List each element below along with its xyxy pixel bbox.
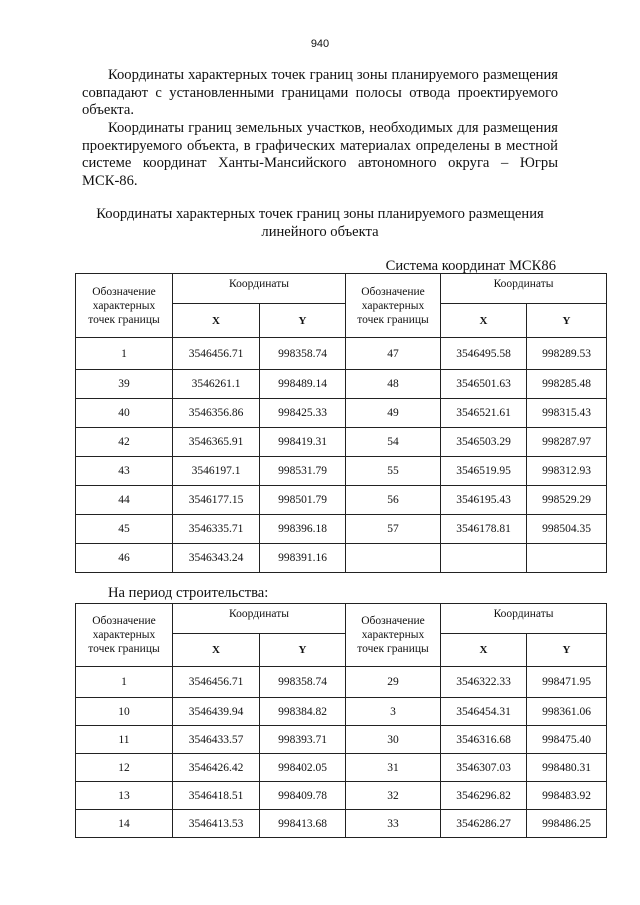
point-id: 56 bbox=[346, 486, 441, 515]
x-value: 3546343.24 bbox=[173, 544, 260, 573]
point-id: 40 bbox=[76, 399, 173, 428]
y-value: 998475.40 bbox=[527, 726, 607, 754]
header-y: Y bbox=[260, 634, 346, 667]
x-value: 3546418.51 bbox=[173, 782, 260, 810]
y-value: 998358.74 bbox=[260, 667, 346, 698]
y-value: 998471.95 bbox=[527, 667, 607, 698]
paragraph-land-plots: Координаты границ земельных участков, необходимых для размещения проектируемого объекта, в графических материалах определены в местной системе координат Ханты-Мансийского автономного округа – Югры МСК-86. bbox=[82, 120, 558, 189]
coordinates-table-construction bbox=[75, 603, 607, 838]
point-id: 31 bbox=[346, 754, 441, 782]
table-row bbox=[76, 726, 607, 754]
y-value: 998480.31 bbox=[527, 754, 607, 782]
x-value: 3546296.82 bbox=[441, 782, 527, 810]
x-value: 3546426.42 bbox=[173, 754, 260, 782]
y-value: 998287.97 bbox=[527, 428, 607, 457]
y-value: 998483.92 bbox=[527, 782, 607, 810]
y-value: 998396.18 bbox=[260, 515, 346, 544]
paragraph-zone-boundaries: Координаты характерных точек границ зоны планируемого размещения совпадают с установленными границами полосы отвода проектируемого объекта. bbox=[82, 67, 558, 118]
point-id: 45 bbox=[76, 515, 173, 544]
y-value: 998489.14 bbox=[260, 370, 346, 399]
x-value: 3546439.94 bbox=[173, 698, 260, 726]
x-value: 3546495.58 bbox=[441, 338, 527, 370]
y-value: 998289.53 bbox=[527, 338, 607, 370]
y-value: 998391.16 bbox=[260, 544, 346, 573]
y-value: 998285.48 bbox=[527, 370, 607, 399]
coordinates-table-placement bbox=[75, 273, 607, 573]
header-coordinates: Координаты bbox=[173, 274, 346, 304]
header-point-designation: Обозначение характерных точек границы bbox=[76, 604, 173, 667]
point-id: 57 bbox=[346, 515, 441, 544]
x-value: 3546335.71 bbox=[173, 515, 260, 544]
x-value: 3546286.27 bbox=[441, 810, 527, 838]
point-id: 47 bbox=[346, 338, 441, 370]
point-id: 54 bbox=[346, 428, 441, 457]
y-value bbox=[527, 544, 607, 573]
header-x: X bbox=[173, 304, 260, 338]
construction-period-label: На период строительства: bbox=[108, 585, 269, 601]
x-value: 3546454.31 bbox=[441, 698, 527, 726]
y-value: 998486.25 bbox=[527, 810, 607, 838]
x-value: 3546195.43 bbox=[441, 486, 527, 515]
point-id: 43 bbox=[76, 457, 173, 486]
point-id: 55 bbox=[346, 457, 441, 486]
x-value: 3546501.63 bbox=[441, 370, 527, 399]
caption-line-1: Координаты характерных точек границ зоны планируемого размещения bbox=[96, 206, 544, 222]
table-row bbox=[76, 457, 607, 486]
y-value: 998531.79 bbox=[260, 457, 346, 486]
x-value: 3546365.91 bbox=[173, 428, 260, 457]
point-id: 12 bbox=[76, 754, 173, 782]
x-value: 3546177.15 bbox=[173, 486, 260, 515]
point-id: 14 bbox=[76, 810, 173, 838]
point-id: 10 bbox=[76, 698, 173, 726]
header-x: X bbox=[173, 634, 260, 667]
point-id: 3 bbox=[346, 698, 441, 726]
x-value: 3546197.1 bbox=[173, 457, 260, 486]
point-id: 1 bbox=[76, 338, 173, 370]
point-id: 1 bbox=[76, 667, 173, 698]
x-value: 3546316.68 bbox=[441, 726, 527, 754]
point-id: 30 bbox=[346, 726, 441, 754]
x-value: 3546519.95 bbox=[441, 457, 527, 486]
y-value: 998402.05 bbox=[260, 754, 346, 782]
point-id: 44 bbox=[76, 486, 173, 515]
header-coordinates: Координаты bbox=[441, 274, 607, 304]
header-coordinates: Координаты bbox=[441, 604, 607, 634]
point-id: 11 bbox=[76, 726, 173, 754]
y-value: 998504.35 bbox=[527, 515, 607, 544]
x-value bbox=[441, 544, 527, 573]
header-y: Y bbox=[260, 304, 346, 338]
table-row bbox=[76, 428, 607, 457]
point-id bbox=[346, 544, 441, 573]
x-value: 3546456.71 bbox=[173, 338, 260, 370]
header-y: Y bbox=[527, 304, 607, 338]
y-value: 998358.74 bbox=[260, 338, 346, 370]
y-value: 998393.71 bbox=[260, 726, 346, 754]
point-id: 39 bbox=[76, 370, 173, 399]
y-value: 998501.79 bbox=[260, 486, 346, 515]
table-row bbox=[76, 782, 607, 810]
table-row bbox=[76, 754, 607, 782]
point-id: 32 bbox=[346, 782, 441, 810]
point-id: 46 bbox=[76, 544, 173, 573]
point-id: 13 bbox=[76, 782, 173, 810]
y-value: 998529.29 bbox=[527, 486, 607, 515]
table-row bbox=[76, 515, 607, 544]
caption-line-2: линейного объекта bbox=[261, 224, 379, 240]
table-row bbox=[76, 544, 607, 573]
y-value: 998409.78 bbox=[260, 782, 346, 810]
y-value: 998315.43 bbox=[527, 399, 607, 428]
header-x: X bbox=[441, 304, 527, 338]
x-value: 3546413.53 bbox=[173, 810, 260, 838]
header-x: X bbox=[441, 634, 527, 667]
y-value: 998419.31 bbox=[260, 428, 346, 457]
x-value: 3546521.61 bbox=[441, 399, 527, 428]
y-value: 998425.33 bbox=[260, 399, 346, 428]
table-row bbox=[76, 698, 607, 726]
y-value: 998361.06 bbox=[527, 698, 607, 726]
y-value: 998384.82 bbox=[260, 698, 346, 726]
x-value: 3546178.81 bbox=[441, 515, 527, 544]
x-value: 3546456.71 bbox=[173, 667, 260, 698]
coordinate-system-label: Система координат МСК86 bbox=[385, 258, 556, 274]
point-id: 48 bbox=[346, 370, 441, 399]
header-point-designation: Обозначение характерных точек границы bbox=[76, 274, 173, 338]
x-value: 3546433.57 bbox=[173, 726, 260, 754]
table-caption bbox=[72, 205, 568, 241]
table-row bbox=[76, 486, 607, 515]
table-row bbox=[76, 399, 607, 428]
table-row bbox=[76, 667, 607, 698]
page-number: 940 bbox=[310, 38, 330, 50]
table-row bbox=[76, 370, 607, 399]
header-point-designation: Обозначение характерных точек границы bbox=[346, 604, 441, 667]
header-y: Y bbox=[527, 634, 607, 667]
x-value: 3546356.86 bbox=[173, 399, 260, 428]
point-id: 33 bbox=[346, 810, 441, 838]
x-value: 3546322.33 bbox=[441, 667, 527, 698]
table-row bbox=[76, 810, 607, 838]
table-row bbox=[76, 338, 607, 370]
y-value: 998413.68 bbox=[260, 810, 346, 838]
x-value: 3546261.1 bbox=[173, 370, 260, 399]
y-value: 998312.93 bbox=[527, 457, 607, 486]
point-id: 49 bbox=[346, 399, 441, 428]
header-point-designation: Обозначение характерных точек границы bbox=[346, 274, 441, 338]
point-id: 42 bbox=[76, 428, 173, 457]
header-coordinates: Координаты bbox=[173, 604, 346, 634]
point-id: 29 bbox=[346, 667, 441, 698]
x-value: 3546503.29 bbox=[441, 428, 527, 457]
x-value: 3546307.03 bbox=[441, 754, 527, 782]
